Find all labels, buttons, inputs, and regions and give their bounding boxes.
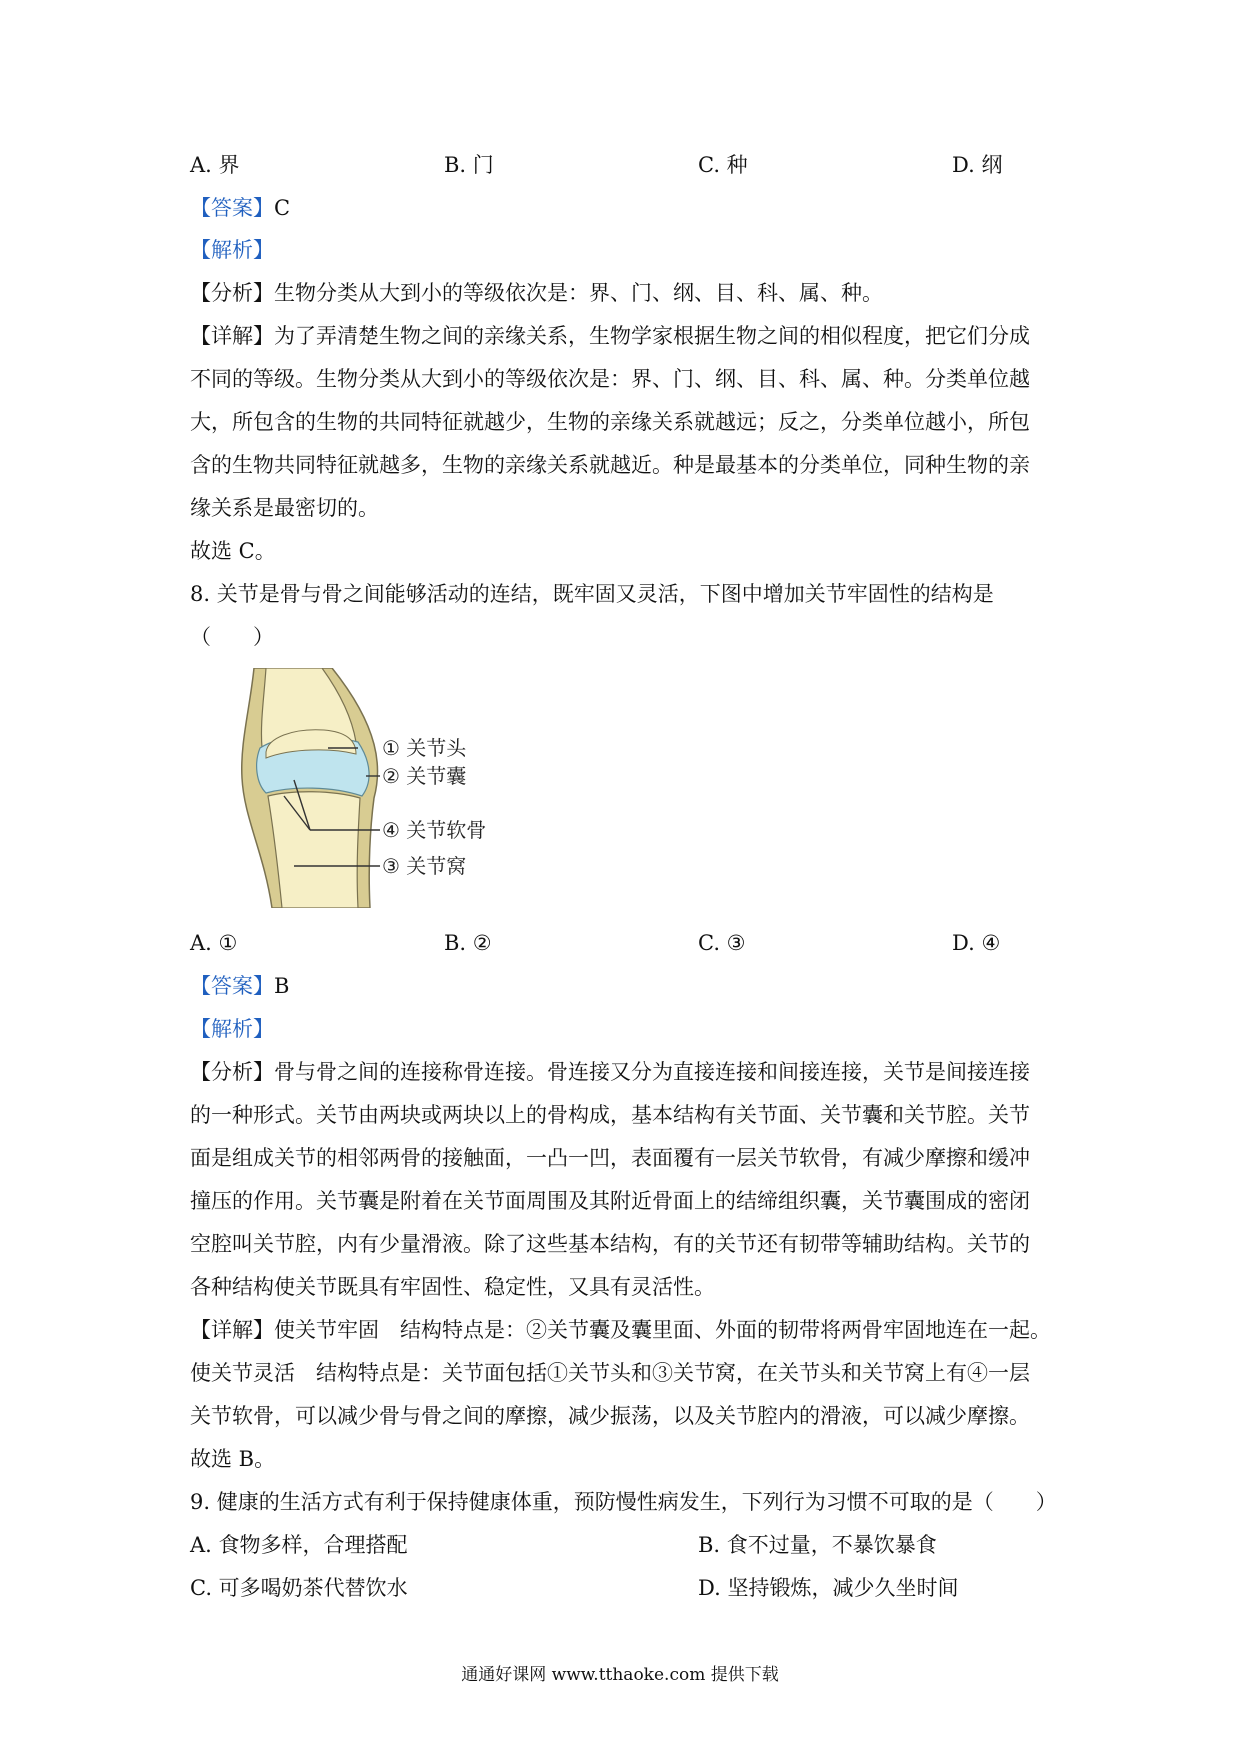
fenxi-text: 生物分类从大到小的等级依次是：界、门、纲、目、科、属、种。	[274, 281, 883, 305]
knee-joint-figure	[232, 668, 522, 908]
q9-option-c: C. 可多喝奶茶代替饮水	[190, 1576, 408, 1600]
q8-xiangjie-line-1	[190, 1315, 1060, 1345]
q8-stem-line-2: （ ）	[190, 625, 274, 649]
q8-fenxi-line-2: 的一种形式。关节由两块或两块以上的骨构成，基本结构有关节面、关节囊和关节腔。关节	[190, 1103, 1030, 1127]
answer-tag: 【答案】	[190, 974, 274, 998]
q8-fenxi-line-1	[190, 1057, 1060, 1087]
q7-xiangjie-line-5: 缘关系是最密切的。	[190, 496, 379, 520]
joint-diagram	[232, 668, 522, 908]
label-joint-capsule: ② 关节囊	[382, 764, 467, 788]
q9-option-a: A. 食物多样，合理搭配	[190, 1533, 408, 1557]
q8-option-c: C. ③	[698, 931, 746, 955]
q7-option-c: C. 种	[698, 153, 748, 177]
q7-option-b: B. 门	[444, 153, 494, 177]
q7-analysis-heading	[190, 235, 1060, 265]
q8-option-a: A. ①	[190, 931, 238, 955]
q9-option-b: B. 食不过量，不暴饮暴食	[698, 1533, 937, 1557]
q7-xiangjie-line-1	[190, 321, 1060, 351]
q8-xiangjie-line-3: 关节软骨，可以减少骨与骨之间的摩擦，减少振荡，以及关节腔内的滑液，可以减少摩擦。	[190, 1404, 1030, 1428]
q7-option-a: A. 界	[190, 153, 240, 177]
q8-stem-line-1: 8. 关节是骨与骨之间能够活动的连结，既牢固又灵活，下图中增加关节牢固性的结构是	[190, 582, 994, 606]
q8-fenxi-line-5: 空腔叫关节腔，内有少量滑液。除了这些基本结构，有的关节还有韧带等辅助结构。关节的	[190, 1232, 1030, 1256]
xiangjie-text: 为了弄清楚生物之间的亲缘关系，生物学家根据生物之间的相似程度，把它们分成	[274, 324, 1030, 348]
answer-value: B	[274, 974, 290, 998]
q8-answer	[190, 971, 1060, 1001]
q9-stem: 9. 健康的生活方式有利于保持健康体重，预防慢性病发生，下列行为习惯不可取的是（ ）	[190, 1490, 1057, 1514]
label-joint-head: ① 关节头	[382, 736, 467, 760]
q8-conclusion: 故选 B。	[190, 1447, 276, 1471]
q7-xiangjie-line-2: 不同的等级。生物分类从大到小的等级依次是：界、门、纲、目、科、属、种。分类单位越	[190, 367, 1030, 391]
q7-fenxi	[190, 278, 1060, 308]
label-joint-cartilage: ④ 关节软骨	[382, 818, 487, 842]
q8-fenxi-line-4: 撞压的作用。关节囊是附着在关节面周围及其附近骨面上的结缔组织囊，关节囊围成的密闭	[190, 1189, 1030, 1213]
q8-analysis-heading	[190, 1014, 1060, 1044]
fenxi-tag: 【分析】	[190, 281, 274, 305]
xiangjie-text: 使关节牢固 结构特点是：②关节囊及囊里面、外面的韧带将两骨牢固地连在一起。	[274, 1318, 1051, 1342]
xiangjie-tag: 【详解】	[190, 324, 274, 348]
q7-xiangjie-line-4: 含的生物共同特征就越多，生物的亲缘关系就越近。种是最基本的分类单位，同种生物的亲	[190, 453, 1030, 477]
label-joint-socket: ③ 关节窝	[382, 854, 467, 878]
answer-tag: 【答案】	[190, 196, 274, 220]
q7-conclusion: 故选 C。	[190, 539, 276, 563]
q9-option-d: D. 坚持锻炼，减少久坐时间	[698, 1576, 959, 1600]
page-footer: 通通好课网 www.tthaoke.com 提供下载	[461, 1665, 779, 1685]
analysis-tag: 【解析】	[190, 238, 274, 262]
q8-option-b: B. ②	[444, 931, 492, 955]
q8-xiangjie-line-2: 使关节灵活 结构特点是：关节面包括①关节头和③关节窝，在关节头和关节窝上有④一层	[190, 1361, 1030, 1385]
q8-option-d: D. ④	[952, 931, 1001, 955]
lower-bone	[268, 792, 360, 908]
q7-answer	[190, 193, 1060, 223]
q7-option-d: D. 纲	[952, 153, 1003, 177]
analysis-tag: 【解析】	[190, 1017, 274, 1041]
fenxi-tag: 【分析】	[190, 1060, 274, 1084]
q8-fenxi-line-6: 各种结构使关节既具有牢固性、稳定性，又具有灵活性。	[190, 1275, 715, 1299]
q7-xiangjie-line-3: 大，所包含的生物的共同特征就越少，生物的亲缘关系就越远；反之，分类单位越小，所包	[190, 410, 1030, 434]
answer-value: C	[274, 196, 291, 220]
xiangjie-tag: 【详解】	[190, 1318, 274, 1342]
q8-fenxi-line-3: 面是组成关节的相邻两骨的接触面，一凸一凹，表面覆有一层关节软骨，有减少摩擦和缓冲	[190, 1146, 1030, 1170]
fenxi-text: 骨与骨之间的连接称骨连接。骨连接又分为直接连接和间接连接，关节是间接连接	[274, 1060, 1030, 1084]
